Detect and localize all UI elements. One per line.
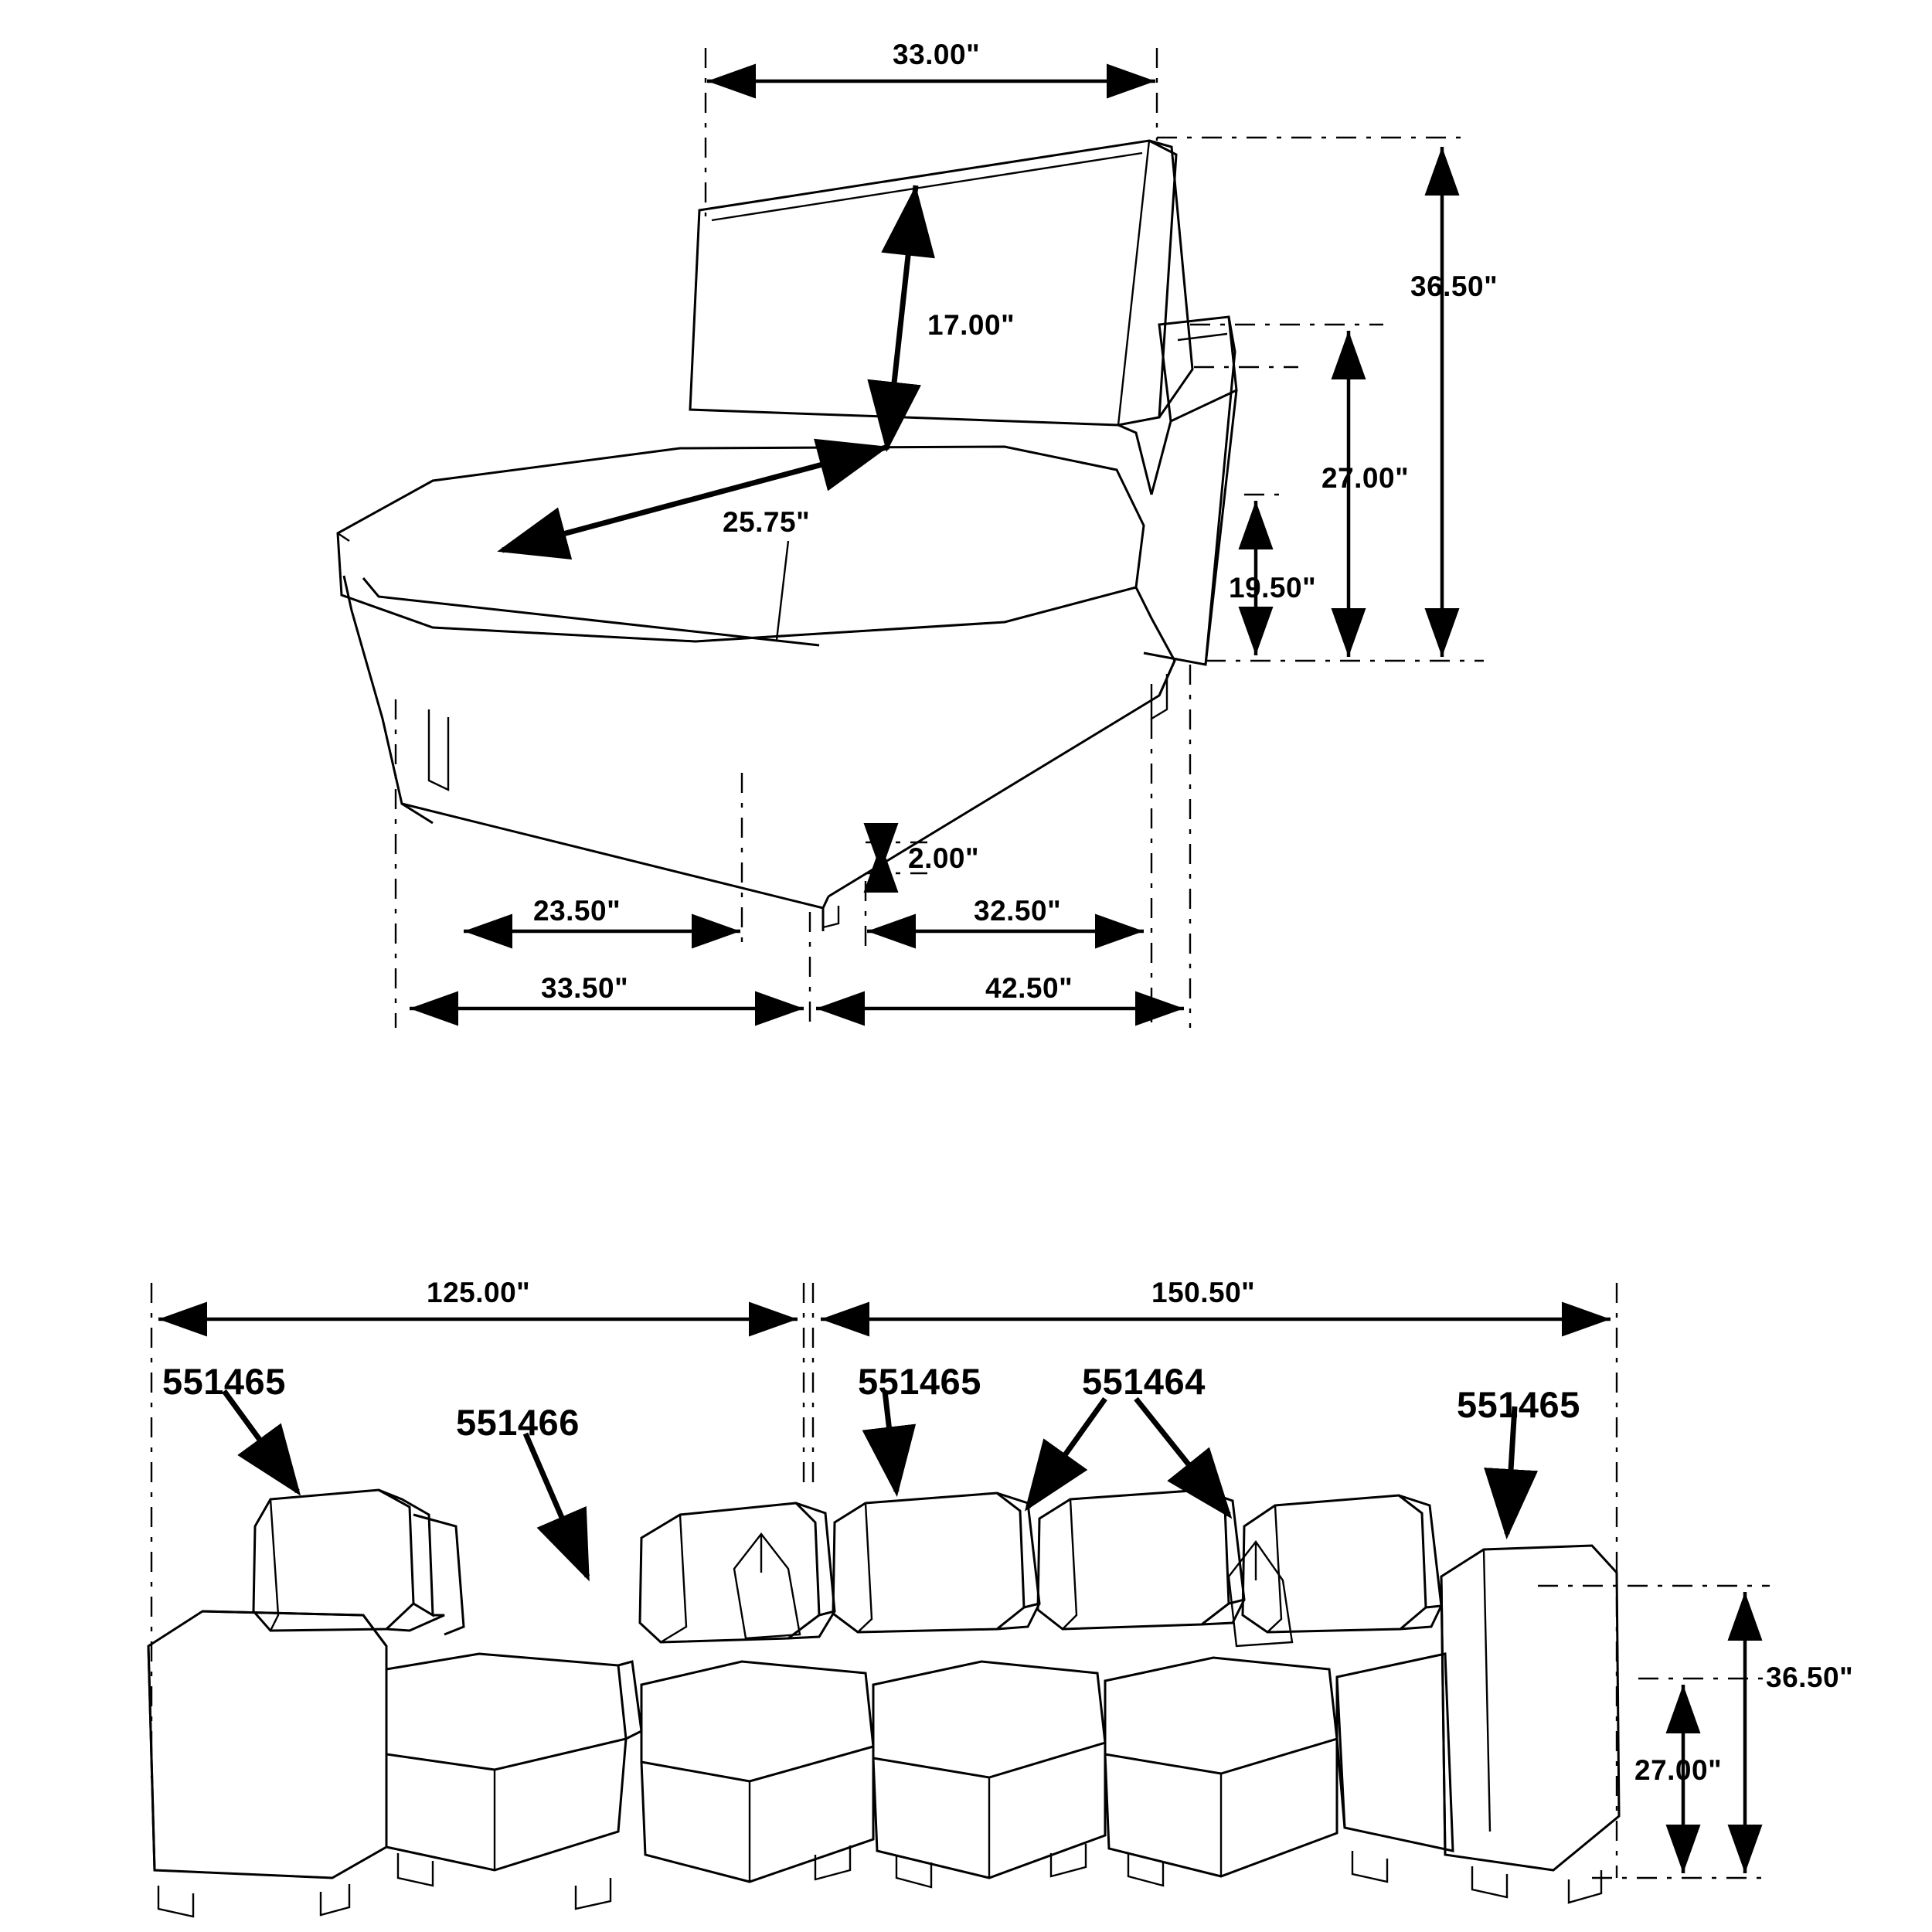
dimension-left-section-width: 125.00" [427, 1277, 531, 1308]
dimension-front-depth: 32.50" [974, 895, 1062, 927]
dimension-width-top: 33.00" [893, 39, 981, 70]
dimension-overall-height-bottom: 36.50" [1766, 1662, 1854, 1693]
dimension-leg-height: 2.00" [908, 842, 980, 874]
dimension-right-section-width: 150.50" [1151, 1277, 1256, 1308]
dimension-overall-height-top: 36.50" [1410, 270, 1498, 302]
dimension-seat-back-height: 17.00" [927, 309, 1015, 341]
dimension-arm-height-bottom: 27.00" [1634, 1754, 1723, 1786]
dimension-total-depth-left: 33.50" [541, 972, 629, 1004]
part-code-551465-corner: 551465 [858, 1361, 981, 1402]
dimension-inner-depth: 23.50" [533, 895, 621, 927]
dimension-total-depth-right: 42.50" [985, 972, 1073, 1004]
dimension-arm-height-top: 27.00" [1321, 462, 1410, 494]
dimension-seat-height-top: 19.50" [1229, 572, 1317, 604]
dimension-seat-depth: 25.75" [723, 506, 811, 538]
part-code-551465-right: 551465 [1457, 1384, 1580, 1425]
part-code-551464: 551464 [1082, 1361, 1206, 1402]
part-code-551466: 551466 [456, 1402, 580, 1443]
part-code-551465-left: 551465 [162, 1361, 286, 1402]
